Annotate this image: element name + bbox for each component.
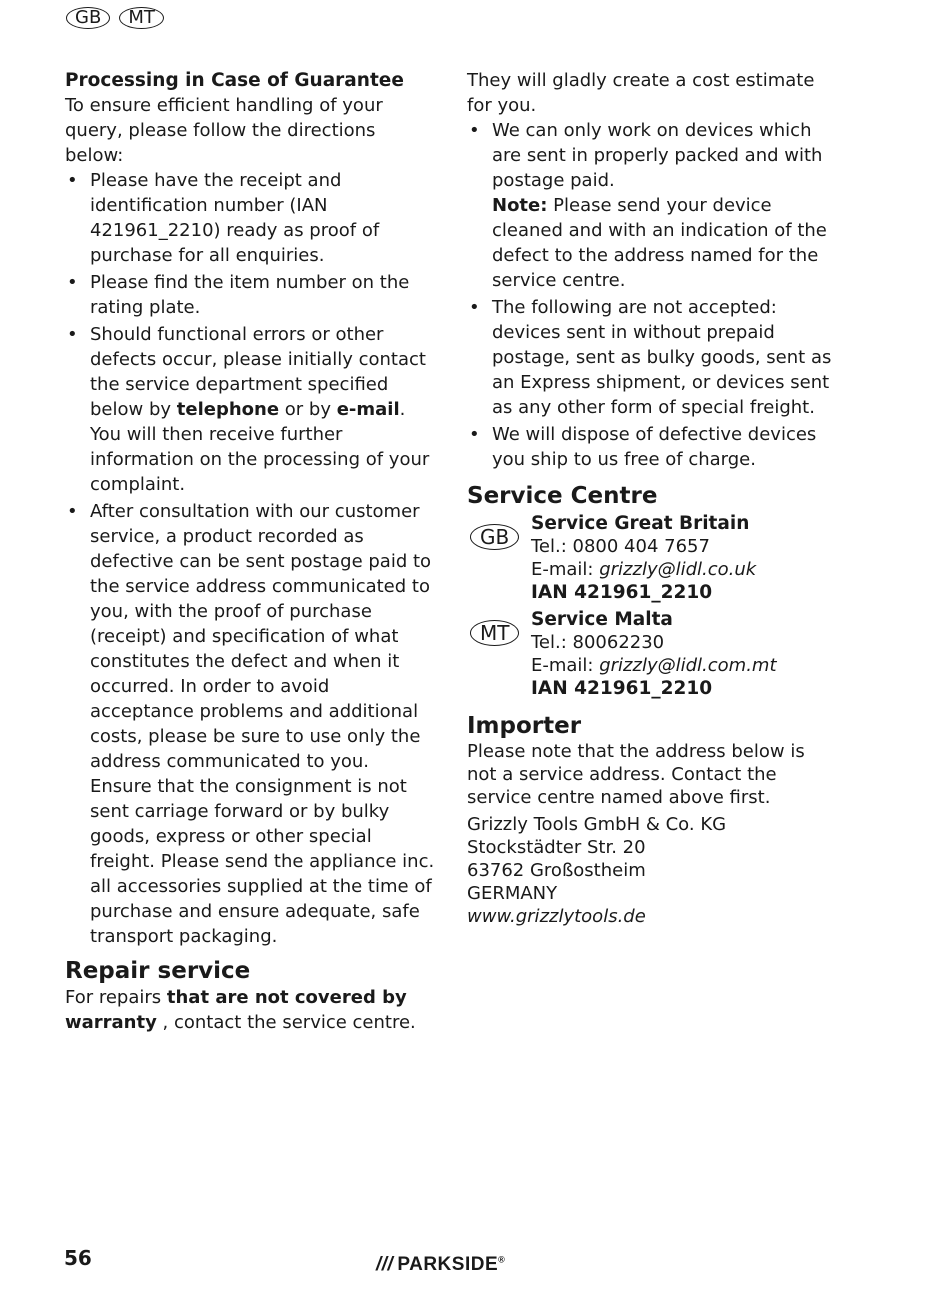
lang-badge-gb: GB [66, 7, 110, 29]
address-line: 63762 Großostheim [467, 860, 646, 881]
text-span: We can only work on devices which are sent in properly packed and with postage paid. [492, 120, 823, 191]
lang-badge-mt: MT [470, 620, 519, 646]
service-email: grizzly@lidl.com.mt [599, 655, 777, 676]
importer-address [467, 813, 837, 928]
service-name: Service Malta [531, 609, 673, 630]
address-line: Grizzly Tools GmbH & Co. KG [467, 814, 727, 835]
importer-note: Please note that the address below is not a service address. Contact the service centre named above first. [467, 741, 805, 808]
address-line: Stockstädter Str. 20 [467, 837, 646, 858]
service-ian: IAN 421961_2210 [531, 678, 713, 699]
parkside-logo [376, 1254, 505, 1276]
text-span: . You will then receive further information on the processing of your complaint. [90, 399, 430, 495]
left-column [65, 68, 435, 1035]
text-span: , contact the service centre. [156, 1012, 416, 1033]
lang-badge-mt: MT [119, 7, 164, 29]
service-email-line [531, 654, 837, 677]
note-text: Please send your device cleaned and with an indication of the defect to the address named for the service centre. [492, 195, 827, 291]
lang-badge-gb: GB [470, 524, 519, 550]
list-item: • The following are not accepted: devices sent in without prepaid postage, sent as bulky goods, sent as an Express shipment, or devices sent as any other form of special freight. [467, 295, 837, 420]
service-tel: Tel.: 80062230 [531, 632, 665, 653]
repair-heading: Repair service [65, 958, 251, 984]
registered-mark: ® [498, 1254, 506, 1265]
list-item [65, 322, 435, 497]
repair-text [65, 985, 435, 1035]
guarantee-heading: Processing in Case of Guarantee [65, 70, 404, 91]
service-ian: IAN 421961_2210 [531, 582, 713, 603]
guarantee-intro: To ensure efficient handling of your query, please follow the directions below: [65, 95, 383, 166]
text-span: or by [279, 399, 337, 420]
note-label: Note: [492, 195, 548, 216]
address-line: GERMANY [467, 883, 558, 904]
service-block-mt [467, 608, 837, 700]
warranty-bold: that are not covered by warranty [65, 987, 407, 1033]
service-email-line [531, 558, 837, 581]
service-centre-heading: Service Centre [467, 483, 658, 509]
email-label: E-mail: [531, 559, 600, 580]
email-label: E-mail: [531, 655, 600, 676]
list-item: • After consultation with our customer service, a product recorded as defective can be sent postage paid to the service address communicated to you, with the proof of purchase (receipt) and specification of what constitutes the defect and when it occurred. In order to avoid acceptance problems and additional costs, please be sure to use only the address communicated to you. Ensure that the consignment is not sent carriage forward or by bulky goods, express or other special freight. Please send the appliance inc. all accessories supplied at the time of purchase and ensure adequate, safe transport packaging. [65, 499, 435, 949]
text-span: Should functional errors or other defects occur, please initially contact the service department specified below by [90, 324, 426, 420]
text-span: For repairs [65, 987, 167, 1008]
shipping-list [467, 118, 837, 472]
list-item [467, 118, 837, 293]
guarantee-list [65, 168, 435, 949]
service-name: Service Great Britain [531, 513, 750, 534]
service-tel: Tel.: 0800 404 7657 [531, 536, 710, 557]
list-item: • Please find the item number on the rating plate. [65, 270, 435, 320]
right-column [467, 68, 837, 928]
service-block-gb [467, 512, 837, 604]
telephone-bold: telephone [176, 399, 280, 420]
email-bold: e-mail [336, 399, 400, 420]
list-item: • We will dispose of defective devices you ship to us free of charge. [467, 422, 837, 472]
page-number: 56 [64, 1246, 92, 1270]
cost-estimate-text: They will gladly create a cost estimate for you. [467, 70, 815, 116]
brand-name: PARKSIDE [397, 1254, 499, 1275]
list-item: • Please have the receipt and identification number (IAN 421961_2210) ready as proof of purchase for all enquiries. [65, 168, 435, 268]
website-link: www.grizzlytools.de [467, 906, 646, 927]
service-email: grizzly@lidl.co.uk [599, 559, 757, 580]
importer-heading: Importer [467, 713, 582, 739]
logo-slashes: /// [376, 1254, 394, 1275]
language-badges [66, 7, 168, 29]
